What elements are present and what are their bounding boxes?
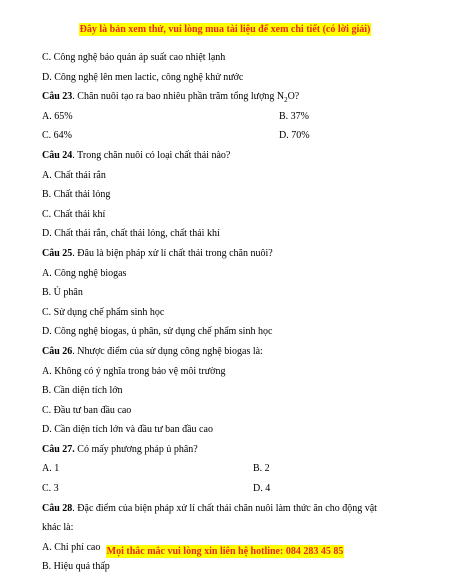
option-a: A. Chi phí cao (42, 541, 101, 553)
option-b: B. Hiệu quả thấp (42, 561, 110, 573)
contact-banner-text: Mọi thắc mắc vui lòng xin liên hệ hotline: 084 283 45 85 (106, 546, 344, 557)
option-line: C. Công nghệ bảo quản áp suất cao nhiệt lạnh (42, 52, 226, 63)
option-b: B. Chất thải lỏng (42, 189, 111, 201)
preview-banner-text: Đây là bản xem thử, vui lòng mua tài liệu để xem chi tiết (có lời giải) (79, 24, 371, 35)
question-number: Câu 23 (42, 91, 73, 103)
question-number: Câu 26 (42, 345, 73, 357)
question-text-continued: khác là: (42, 522, 74, 534)
option-c: C. 3 (42, 483, 59, 495)
option-d: D. 70% (279, 130, 310, 142)
option-d: D. Cần diện tích lớn và đầu tư ban đầu cao (42, 424, 213, 436)
option-b: B. Ủ phân (42, 287, 83, 299)
preview-banner (0, 24, 450, 35)
question-number: Câu 25 (42, 247, 73, 259)
option-line: D. Công nghệ lên men lactic, công nghệ khử nước (42, 71, 244, 83)
option-b: B. 2 (253, 463, 270, 475)
question-26 (42, 342, 412, 362)
question-28 (42, 499, 412, 519)
option-b: B. Cần diện tích lớn (42, 385, 123, 397)
option-a: A. Công nghệ biogas (42, 267, 127, 279)
option-c: C. Đầu tư ban đầu cao (42, 404, 132, 416)
option-c: C. Chất thải khí (42, 208, 106, 220)
option-d: D. Công nghệ biogas, ủ phân, sử dụng chế phẩm sinh học (42, 326, 273, 338)
subscript: 2 (284, 96, 288, 105)
question-text: . Đặc điểm của biện pháp xử lí chất thải chăn nuôi làm thức ăn cho động vật (72, 502, 377, 514)
option-a: A. Chất thải rắn (42, 169, 106, 181)
option-a: A. 1 (42, 463, 60, 475)
question-number: Câu 28 (42, 502, 73, 514)
option-row (42, 459, 412, 479)
question-text: . Nhược điểm của sử dụng công nghệ biogas là: (72, 345, 263, 357)
question-number: Câu 24 (42, 149, 73, 161)
question-27 (42, 440, 412, 460)
question-text: . Trong chăn nuôi có loại chất thải nào? (72, 149, 231, 161)
question-number: Câu 27. (42, 443, 75, 455)
option-d: D. 4 (253, 483, 271, 495)
option-b: B. 37% (279, 110, 309, 122)
question-23 (42, 87, 412, 107)
option-a: A. Không có ý nghĩa trong bảo vệ môi trường (42, 365, 226, 377)
question-text: Có mấy phương pháp ủ phân? (74, 443, 198, 455)
question-text: . Chăn nuôi tạo ra bao nhiêu phần trăm tổng lượng N (72, 91, 285, 103)
option-c: C. Sử dụng chế phẩm sinh học (42, 306, 165, 318)
question-25 (42, 244, 412, 264)
option-c: C. 64% (42, 130, 72, 142)
question-text-end: O? (287, 91, 300, 103)
option-row (42, 479, 412, 499)
option-row (42, 126, 412, 146)
question-text: . Đâu là biện pháp xử lí chất thải trong chăn nuôi? (72, 247, 273, 259)
document-body (42, 48, 412, 577)
option-d: D. Chất thải rắn, chất thải lỏng, chất thải khí (42, 228, 220, 240)
contact-banner (0, 546, 450, 557)
option-a: A. 65% (42, 110, 73, 122)
option-row (42, 107, 412, 127)
question-24 (42, 146, 412, 166)
